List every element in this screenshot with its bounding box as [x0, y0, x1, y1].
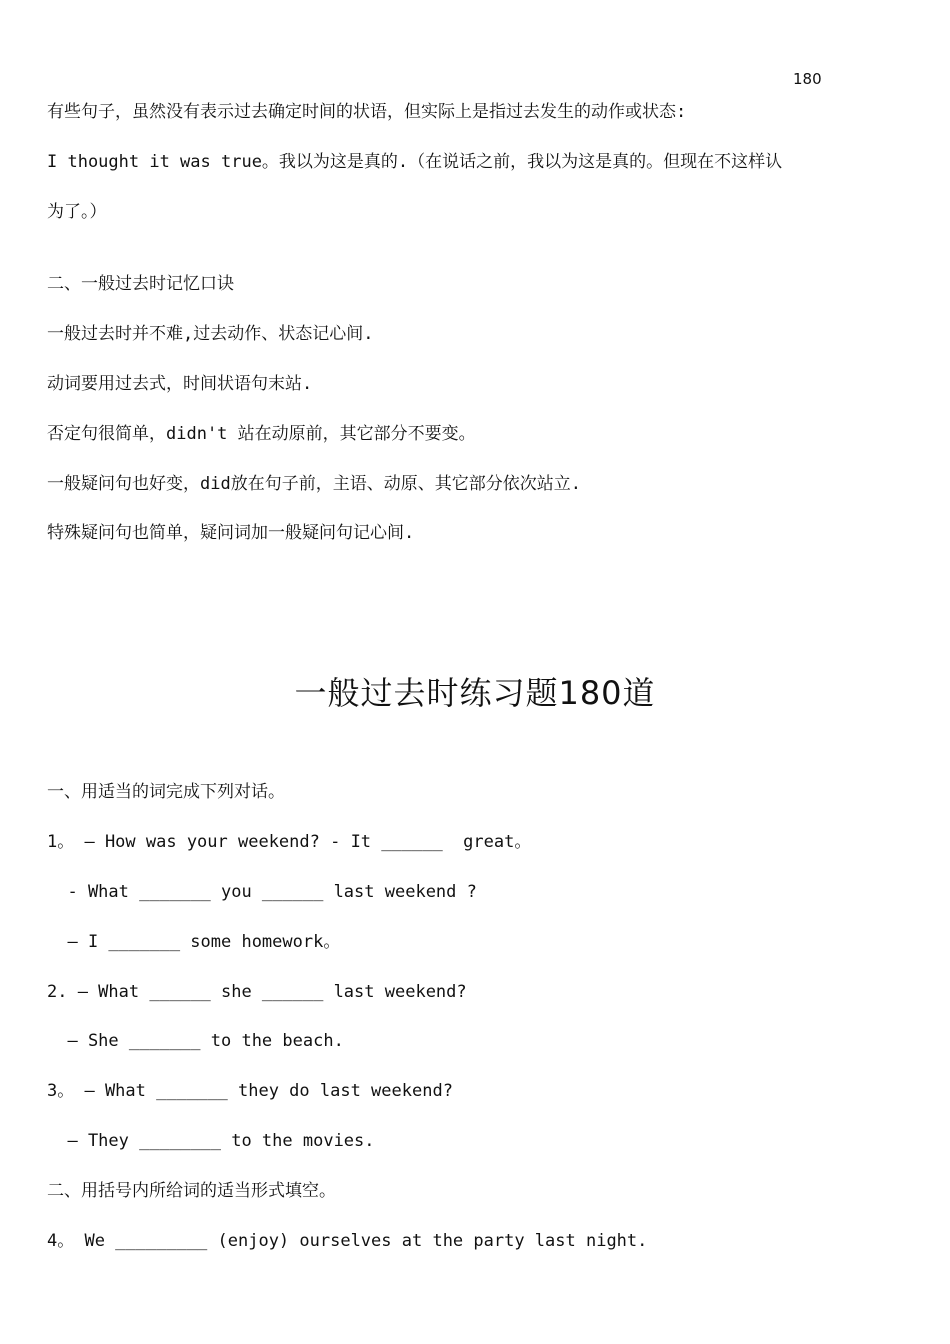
exercise-line: 1。 — How was your weekend? - It ______ great。 — [47, 832, 532, 852]
exercise-title: 一般过去时练习题180道 — [294, 674, 656, 712]
intro-line-1: 有些句子，虽然没有表示过去确定时间的状语，但实际上是指过去发生的动作或状态: — [47, 102, 687, 122]
exercise-line: 3。 — What _______ they do last weekend? — [47, 1081, 453, 1101]
mnemonic-line: 特殊疑问句也简单，疑问词加一般疑问句记心间. — [47, 523, 415, 543]
exercise-line: — They ________ to the movies. — [47, 1131, 375, 1151]
question-4: 4。 We _________ (enjoy) ourselves at the party last night. — [47, 1231, 648, 1251]
mnemonic-heading: 二、一般过去时记忆口诀 — [47, 274, 234, 294]
exercise-line: — She _______ to the beach. — [47, 1031, 344, 1051]
intro-line-2: I thought it was true。我以为这是真的.（在说话之前，我以为这是真的。但现在不这样认 — [47, 152, 783, 172]
exercise-line: — I _______ some homework。 — [47, 932, 341, 952]
exercise-line: - What _______ you ______ last weekend ? — [47, 882, 477, 902]
mnemonic-line: 一般过去时并不难,过去动作、状态记心间. — [47, 324, 374, 344]
section-2-heading: 二、用括号内所给词的适当形式填空。 — [47, 1181, 336, 1201]
intro-line-3: 为了。） — [47, 202, 107, 222]
section-1-heading: 一、用适当的词完成下列对话。 — [47, 782, 285, 802]
page-number: 180 — [793, 70, 822, 88]
mnemonic-line: 动词要用过去式，时间状语句末站. — [47, 374, 313, 394]
mnemonic-line: 一般疑问句也好变，did放在句子前，主语、动原、其它部分依次站立. — [47, 474, 581, 494]
mnemonic-line: 否定句很简单，didn't 站在动原前，其它部分不要变。 — [47, 424, 476, 444]
exercise-line: 2. — What ______ she ______ last weekend? — [47, 982, 467, 1002]
